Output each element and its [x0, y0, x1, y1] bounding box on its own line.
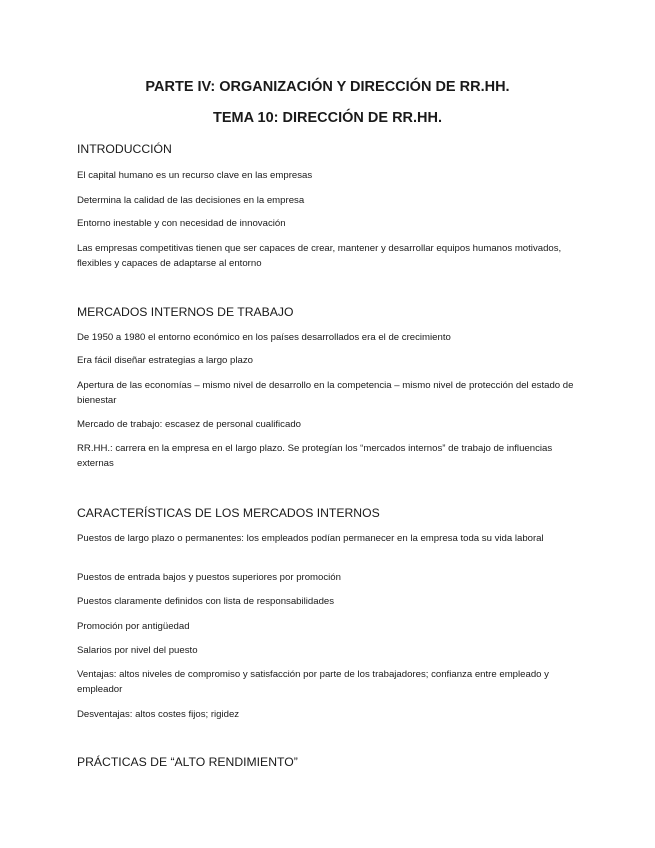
- paragraph: Desventajas: altos costes fijos; rigidez: [77, 709, 240, 720]
- section-heading-practicas: PRÁCTICAS DE “ALTO RENDIMIENTO”: [77, 755, 298, 769]
- paragraph: Mercado de trabajo: escasez de personal cualificado: [77, 419, 301, 430]
- paragraph: De 1950 a 1980 el entorno económico en los países desarrollados era el de crecimiento: [77, 332, 451, 343]
- paragraph: Determina la calidad de las decisiones en la empresa: [77, 195, 305, 206]
- paragraph: Salarios por nivel del puesto: [77, 645, 198, 656]
- section-heading-mercados-internos: MERCADOS INTERNOS DE TRABAJO: [77, 305, 294, 319]
- paragraph: Ventajas: altos niveles de compromiso y satisfacción por parte de los trabajadores; confianza entre empleado y empleador: [77, 669, 549, 695]
- section-heading-introduccion: INTRODUCCIÓN: [77, 142, 172, 156]
- section-heading-caracteristicas: CARACTERÍSTICAS DE LOS MERCADOS INTERNOS: [77, 506, 380, 520]
- part-title: PARTE IV: ORGANIZACIÓN Y DIRECCIÓN DE RR.HH.: [145, 79, 510, 95]
- paragraph: RR.HH.: carrera en la empresa en el largo plazo. Se protegían los “mercados internos” de trabajo de influencias externas: [77, 443, 553, 469]
- paragraph: Promoción por antigüedad: [77, 621, 190, 632]
- paragraph: Entorno inestable y con necesidad de innovación: [77, 218, 286, 229]
- topic-title: TEMA 10: DIRECCIÓN DE RR.HH.: [212, 110, 443, 126]
- paragraph: Puestos claramente definidos con lista de responsabilidades: [77, 596, 335, 607]
- paragraph: Era fácil diseñar estrategias a largo plazo: [77, 355, 253, 366]
- paragraph: Apertura de las economías – mismo nivel de desarrollo en la competencia – mismo nivel de protección del estado de bienestar: [77, 380, 574, 406]
- paragraph: Puestos de entrada bajos y puestos superiores por promoción: [77, 572, 341, 583]
- paragraph: Puestos de largo plazo o permanentes: los empleados podían permanecer en la empresa toda su vida laboral: [77, 533, 544, 544]
- paragraph: Las empresas competitivas tienen que ser capaces de crear, mantener y desarrollar equipos humanos motivados, flexibles y capaces de adaptarse al entorno: [77, 243, 562, 269]
- paragraph: El capital humano es un recurso clave en las empresas: [77, 170, 313, 181]
